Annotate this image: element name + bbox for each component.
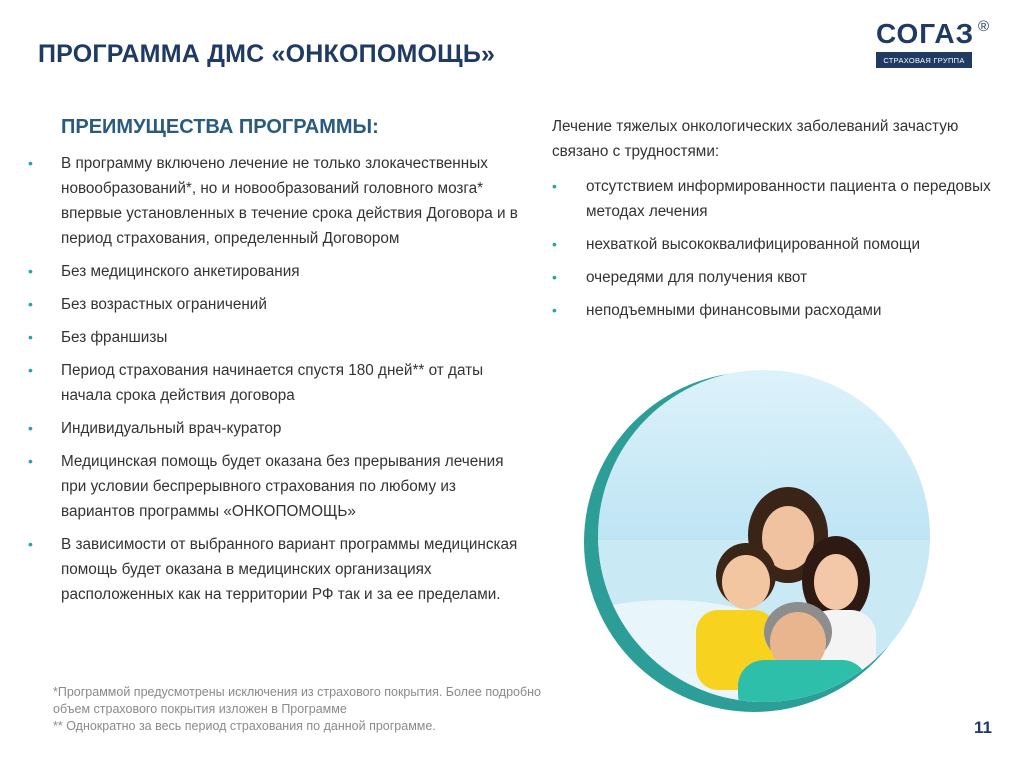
family-photo xyxy=(578,360,930,712)
bullet-icon: • xyxy=(552,236,557,252)
list-item xyxy=(28,292,518,317)
difficulties-list xyxy=(552,174,992,323)
list-item xyxy=(28,259,518,284)
bullet-icon: • xyxy=(28,362,33,378)
list-item xyxy=(28,449,518,524)
list-item-text: Без медицинского анкетирования xyxy=(61,263,300,280)
list-item xyxy=(28,151,518,251)
list-item-text: Период страхования начинается спустя 180 дней** от даты начала срока действия договора xyxy=(61,362,484,404)
footnote-once: ** Однократно за весь период страхования по данной программе. xyxy=(53,719,436,733)
list-item-text: нехваткой высококвалифицированной помощи xyxy=(586,236,921,253)
advantages-section xyxy=(28,116,518,615)
bullet-icon: • xyxy=(28,453,33,469)
logo-wordmark: СОГАЗ xyxy=(876,18,975,49)
difficulties-intro: Лечение тяжелых онкологических заболеваний зачастую связано с трудностями: xyxy=(552,118,959,160)
list-item xyxy=(28,416,518,441)
page-title: ПРОГРАММА ДМС «ОНКОПОМОЩЬ» xyxy=(38,40,496,68)
bullet-icon: • xyxy=(28,155,33,171)
advantages-heading: ПРЕИМУЩЕСТВА ПРОГРАММЫ: xyxy=(61,116,379,138)
footnote-exclusions: *Программой предусмотрены исключения из страхового покрытия. Более подробно объем страхового покрытия изложен в Программе xyxy=(53,685,541,716)
bullet-icon: • xyxy=(552,178,557,194)
list-item xyxy=(552,265,992,290)
list-item-text: Индивидуальный врач-куратор xyxy=(61,420,282,437)
sogaz-logo xyxy=(874,16,998,72)
footnotes xyxy=(53,684,573,735)
list-item-text: Без возрастных ограничений xyxy=(61,296,267,313)
list-item-text: неподъемными финансовыми расходами xyxy=(586,302,882,319)
list-item-text: очередями для получения квот xyxy=(586,269,808,286)
list-item xyxy=(28,532,518,607)
list-item xyxy=(28,325,518,350)
bullet-icon: • xyxy=(28,420,33,436)
bullet-icon: • xyxy=(28,296,33,312)
page-number: 11 xyxy=(974,718,992,737)
list-item xyxy=(552,174,992,224)
logo-registered-mark: ® xyxy=(978,18,990,35)
list-item-text: Медицинская помощь будет оказана без прерывания лечения при условии беспрерывного страхования по любому из вариантов программы «ОНКОПОМОЩЬ» xyxy=(61,453,504,520)
advantages-list xyxy=(28,151,518,607)
logo-tagline: СТРАХОВАЯ ГРУППА xyxy=(876,52,972,68)
list-item-text: Без франшизы xyxy=(61,329,168,346)
list-item-text: В зависимости от выбранного вариант программы медицинская помощь будет оказана в медицинских организациях расположенных как на территории РФ так и за ее пределами. xyxy=(61,536,518,603)
list-item xyxy=(28,358,518,408)
list-item xyxy=(552,298,992,323)
list-item-text: отсутствием информированности пациента о передовых методах лечения xyxy=(586,178,991,220)
bullet-icon: • xyxy=(28,263,33,279)
bullet-icon: • xyxy=(552,269,557,285)
list-item-text: В программу включено лечение не только злокачественных новообразований*, но и новообразований головного мозга* впервые установленных в течение срока действия Договора и в период страхования, определенный Договором xyxy=(61,155,518,247)
bullet-icon: • xyxy=(28,329,33,345)
bullet-icon: • xyxy=(28,536,33,552)
bullet-icon: • xyxy=(552,302,557,318)
difficulties-section xyxy=(552,114,992,331)
list-item xyxy=(552,232,992,257)
